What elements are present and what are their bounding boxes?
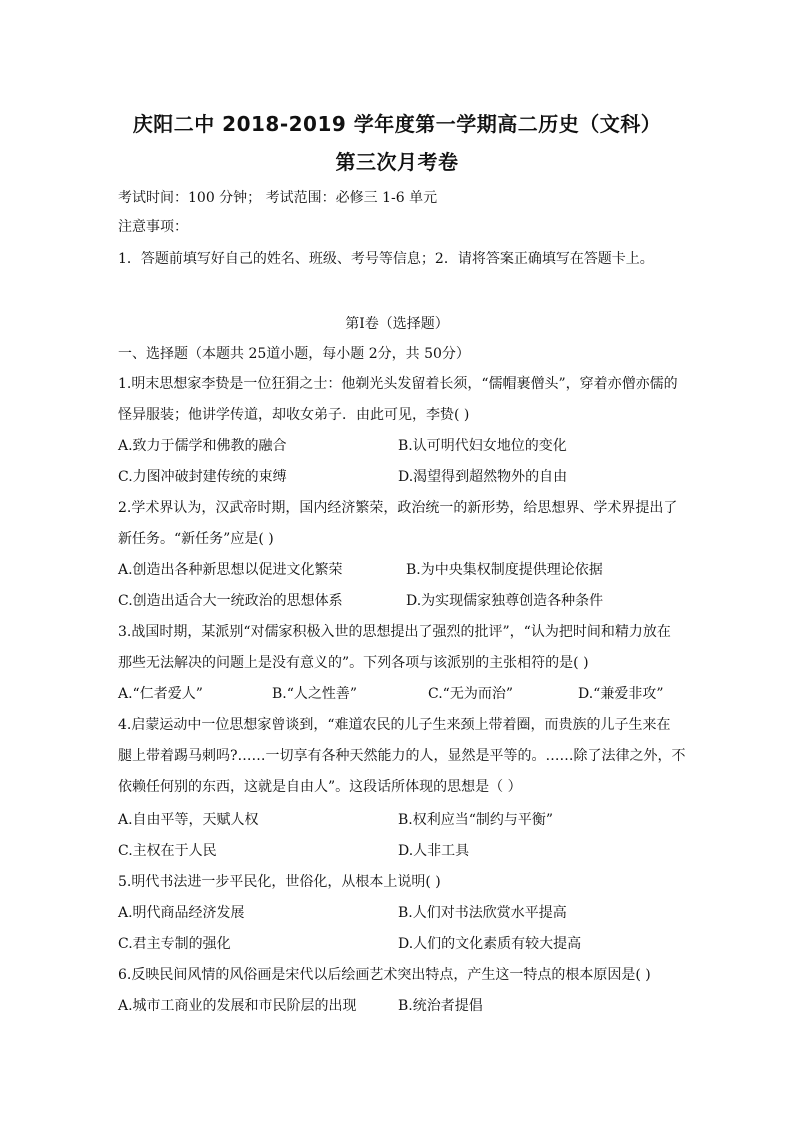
q2-option-d: D.为实现儒家独尊创造各种条件 [406, 593, 604, 609]
q2-option-a: A.创造出各种新思想以促进文化繁荣 [118, 562, 343, 578]
q1-option-a: A.致力于儒学和佛教的融合 [118, 438, 287, 454]
question-5-line-1: 5.明代书法进一步平民化，世俗化，从根本上说明( ) [118, 874, 441, 890]
question-1-line-1: 1.明末思想家李贽是一位狂狷之士：他剃光头发留着长须，“儒帽裹僧头”，穿着亦僧亦儒的 [118, 376, 678, 392]
question-2-line-1: 2.学术界认为，汉武帝时期，国内经济繁荣，政治统一的新形势，给思想界、学术界提出了 [118, 500, 678, 516]
question-6-line-1: 6.反映民间风情的风俗画是宋代以后绘画艺术突出特点，产生这一特点的根本原因是( ) [118, 967, 651, 983]
q6-option-a: A.城市工商业的发展和市民阶层的出现 [118, 998, 357, 1014]
q5-option-d: D.人们的文化素质有较大提高 [398, 936, 582, 952]
q1-option-d: D.渴望得到超然物外的自由 [398, 469, 568, 485]
q3-option-a: A.“仁者爱人” [118, 686, 203, 702]
q5-option-a: A.明代商品经济发展 [118, 905, 245, 921]
q3-option-b: B.“人之性善” [272, 686, 358, 702]
exam-title: 庆阳二中 2018-2019 学年度第一学期高二历史（文科） [132, 112, 662, 136]
question-3-line-1: 3.战国时期，某派别“对儒家积极入世的思想提出了强烈的批评”，“认为把时间和精力放在 [118, 624, 671, 640]
q5-option-c: C.君主专制的强化 [118, 936, 231, 952]
q2-option-b: B.为中央集权制度提供理论依据 [406, 562, 603, 578]
question-4-line-2: 腿上带着踢马刺吗?……一切享有各种天然能力的人，显然是平等的。……除了法律之外，不 [118, 748, 686, 764]
exam-subtitle: 第三次月考卷 [335, 150, 459, 174]
q3-option-d: D.“兼爱非攻” [578, 686, 664, 702]
volume-title: 第Ⅰ卷（选择题） [345, 316, 449, 332]
notes-heading: 注意事项： [118, 219, 188, 235]
question-4-line-3: 依赖任何别的东西，这就是自由人”。这段话所体现的思想是（ ） [118, 779, 522, 795]
part-title: 一、选择题（本题共 25道小题，每小题 2分，共 50分） [118, 346, 470, 362]
q1-option-b: B.认可明代妇女地位的变化 [398, 438, 567, 454]
question-3-line-2: 那些无法解决的问题上是没有意义的”。下列各项与该派别的主张相符的是( ) [118, 655, 589, 671]
q3-option-c: C.“无为而治” [428, 686, 513, 702]
q5-option-b: B.人们对书法欣赏水平提高 [398, 905, 567, 921]
q4-option-b: B.权利应当“制约与平衡” [398, 812, 554, 828]
q6-option-b: B.统治者提倡 [398, 998, 483, 1014]
exam-info: 考试时间：100 分钟； 考试范围：必修三 1-6 单元 [118, 190, 438, 206]
q4-option-d: D.人非工具 [398, 843, 470, 859]
notes-text: 1．答题前填写好自己的姓名、班级、考号等信息；2．请将答案正确填写在答题卡上。 [118, 251, 654, 267]
question-4-line-1: 4.启蒙运动中一位思想家曾谈到，“难道农民的儿子生来颈上带着圈，而贵族的儿子生来在 [118, 717, 671, 733]
question-2-line-2: 新任务。“新任务”应是( ) [118, 531, 274, 547]
q1-option-c: C.力图冲破封建传统的束缚 [118, 469, 287, 485]
q4-option-a: A.自由平等，天赋人权 [118, 812, 259, 828]
question-1-line-2: 怪异服装；他讲学传道，却收女弟子．由此可见，李贽( ) [118, 407, 470, 423]
q2-option-c: C.创造出适合大一统政治的思想体系 [118, 593, 343, 609]
q4-option-c: C.主权在于人民 [118, 843, 217, 859]
